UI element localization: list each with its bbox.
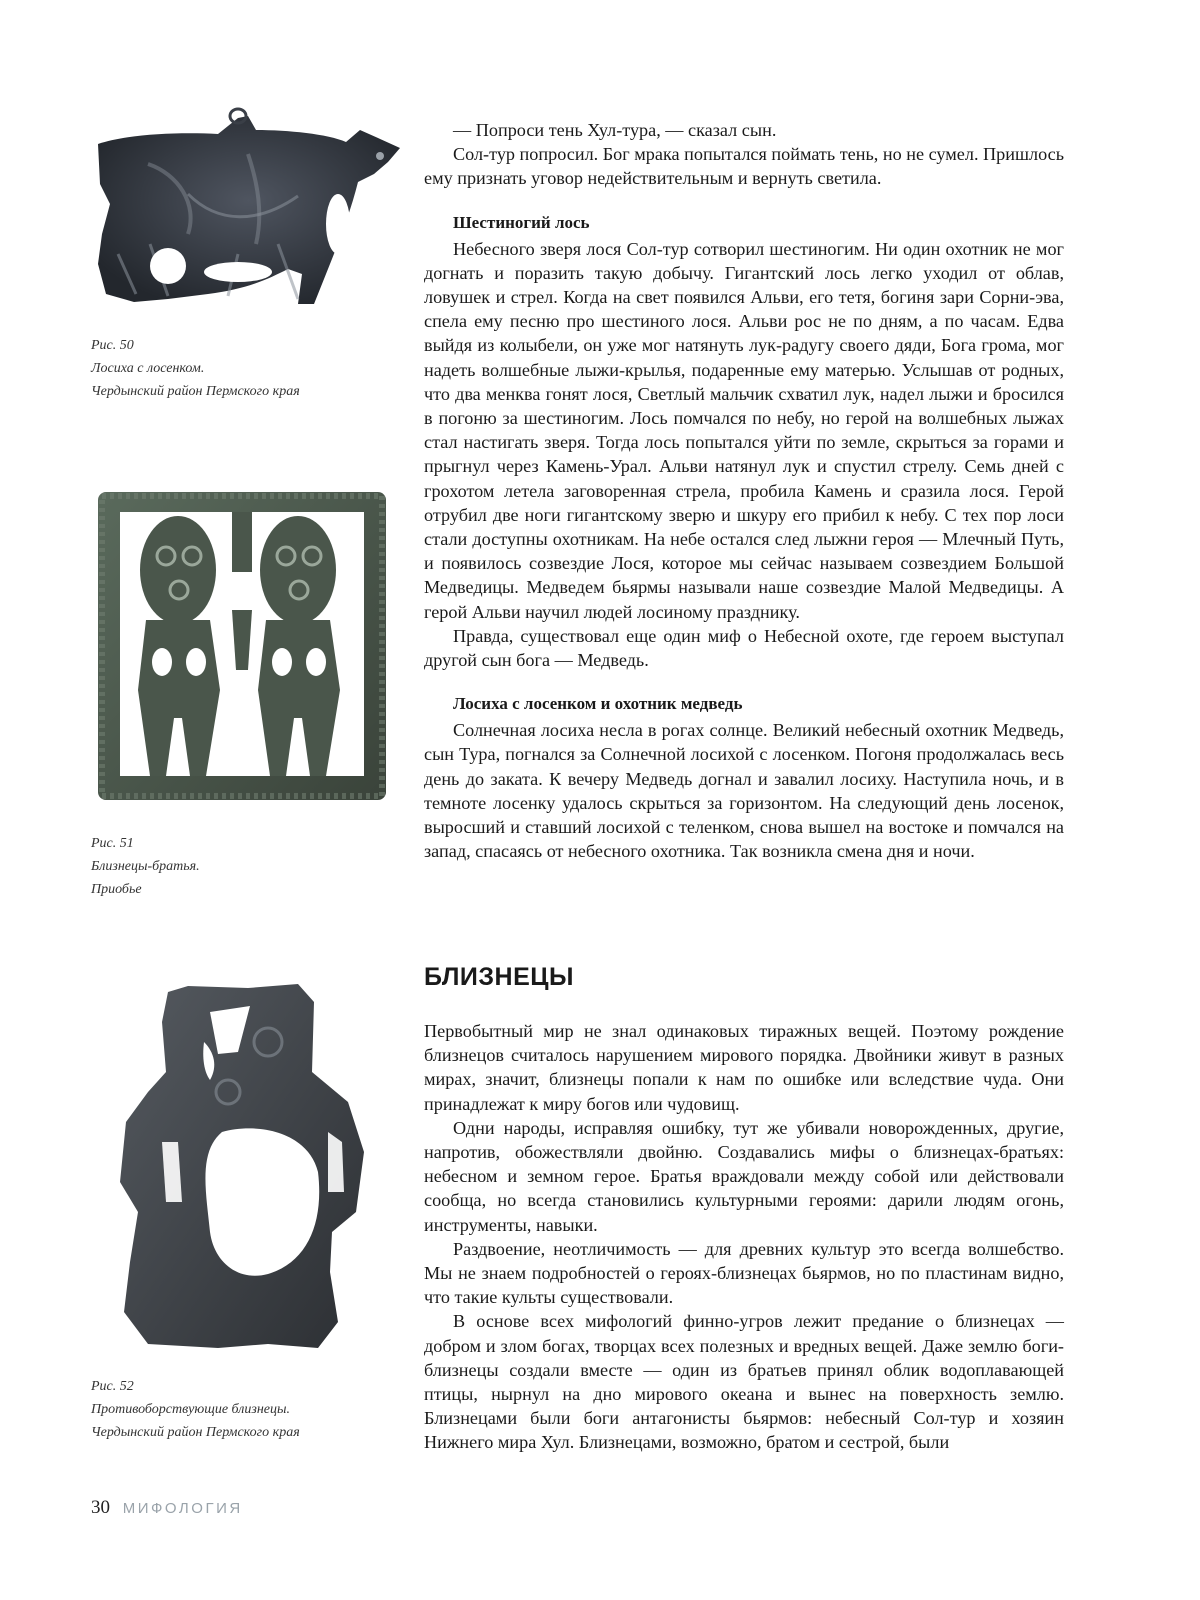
caption-line: Чердынский район Пермского края [91,384,300,399]
figure-twin-brothers [96,490,388,802]
page-number: 30 [91,1497,110,1518]
body-paragraph: Первобытный мир не знал одинаковых тиражных вещей. Поэтому рождение близнецов считалось нарушением мирового порядка. Двойники живут в разных мирах, значит, близнецы попали к нам по ошибке или вследствие чуда. Они принадлежат к миру богов или чудовищ. [424,1021,1064,1114]
twins-column [424,1019,1064,1455]
caption-line: Лосиха с лосенком. [91,361,205,376]
caption-line: Рис. 50 [91,338,134,353]
body-paragraph: — Попроси тень Хул-тура, — сказал сын. [453,120,777,140]
figure-51-caption [91,832,200,901]
caption-line: Рис. 52 [91,1379,134,1394]
article-column [424,118,1064,863]
subheading-elk-and-bear: Лосиха с лосенком и охотник медведь [453,694,743,714]
body-paragraph: В основе всех мифологий финно-угров лежит предание о близнецах — добром и злом богах, творцах всех полезных и вредных вещей. Даже землю боги-близнецы создали вместе — один из братьев принял облик водоплавающей птицы, нырнул на дно мирового океана и вынес на поверхность землю. Близнецами были боги антагонисты бьярмов: небесный Сол-тур и хозяин Нижнего мира Хул. Близнецами, возможно, братом и сестрой, были [424,1311,1064,1453]
twins-plaque-image [96,490,388,802]
page-footer [91,1497,243,1519]
running-title: МИФОЛОГИЯ [122,1500,243,1517]
caption-line: Близнецы-братья. [91,859,200,874]
caption-line: Чердынский район Пермского края [91,1425,300,1440]
section-title: БЛИЗНЕЦЫ [424,963,574,991]
body-paragraph: Правда, существовал еще один миф о Небесной охоте, где героем выступал другой сын бога — Медведь. [424,625,1064,671]
opposing-twins-plaque-image [118,982,366,1352]
body-paragraph: Одни народы, исправляя ошибку, тут же убивали новорожденных, другие, напротив, обожествляли двойню. Создавались мифы о близнецах-братьях: небесном и земном герое. Братья враждовали между собой или действовали сообща, но всегда становились культурными героями: дарили людям огонь, инструменты, навыки. [424,1117,1064,1235]
body-paragraph: Сол-тур попросил. Бог мрака попытался поймать тень, но не сумел. Пришлось ему признать уговор недействительным и вернуть светила. [424,144,1064,189]
figure-opposing-twins [118,982,366,1352]
elk-plaque-image [88,104,406,309]
figure-elk-with-calf [88,104,406,309]
caption-line: Рис. 51 [91,836,134,851]
subheading-six-legged-elk: Шестиногий лось [453,212,590,232]
figure-52-caption [91,1375,300,1444]
body-paragraph: Раздвоение, неотличимость — для древних культур это всегда волшебство. Мы не знаем подробностей о героях-близнецах бьярмов, но по пластинам видно, что такие культы существовали. [424,1238,1064,1308]
caption-line: Приобье [91,882,142,897]
caption-line: Противоборствующие близнецы. [91,1402,290,1417]
body-paragraph: Небесного зверя лося Сол-тур сотворил шестиногим. Ни один охотник не мог догнать и поразить такую добычу. Гигантский лось легко уходил от облав, ловушек и стрел. Когда на свет появился Альви, его тетя, богиня зари Сорни-эва, спела ему песню про шестиного лося. Альви рос не по дням, а по часам. Едва выйдя из колыбели, он уже мог натянуть лук-радугу своего дяди, Бога грома, мог надеть волшебные лыжи-крылья, подаренные ему матерью. Услышав от родных, что два менква гонят лося, Светлый мальчик схватил лук, надел лыжи и бросился в погоню за шестиногим. Лось помчался по небу, но герой на волшебных лыжах стал настигать зверя. Тогда лось попытался уйти по земле, скрыться за горами и прыгнул через Камень-Урал. Альви натянул лук и спустил стрелу. Семь дней с грохотом летела заговоренная стрела, пробила Камень и сразила лося. Герой отрубил две ноги гигантскому зверю и шкуру его прибил к небу. С тех пор лоси стали доступны охотникам. На небе остался след лыжни героя — Млечный Путь, и появилось созвездие Лося, которое мы сейчас называем созвездием Большой Медведицы. Медведем бьярмы называли наше созвездие Малой Медведицы. А герой Альви научил людей лосиному празднику. [424,238,1064,622]
body-paragraph: Солнечная лосиха несла в рогах солнце. Великий небесный охотник Медведь, сын Тура, погнался за Солнечной лосихой с лосенком. Погоня продолжалась весь день до заката. К вечеру Медведь догнал и завалил лосиху. Наступила ночь, и в темноте лосенку удалось скрыться за горизонтом. На следующий день лосенок, выросший и ставший лосихой с теленком, снова вышел на востоке и помчался на запад, спасаясь от небесного охотника. Так возникла смена дня и ночи. [424,720,1064,862]
figure-50-caption [91,334,300,403]
